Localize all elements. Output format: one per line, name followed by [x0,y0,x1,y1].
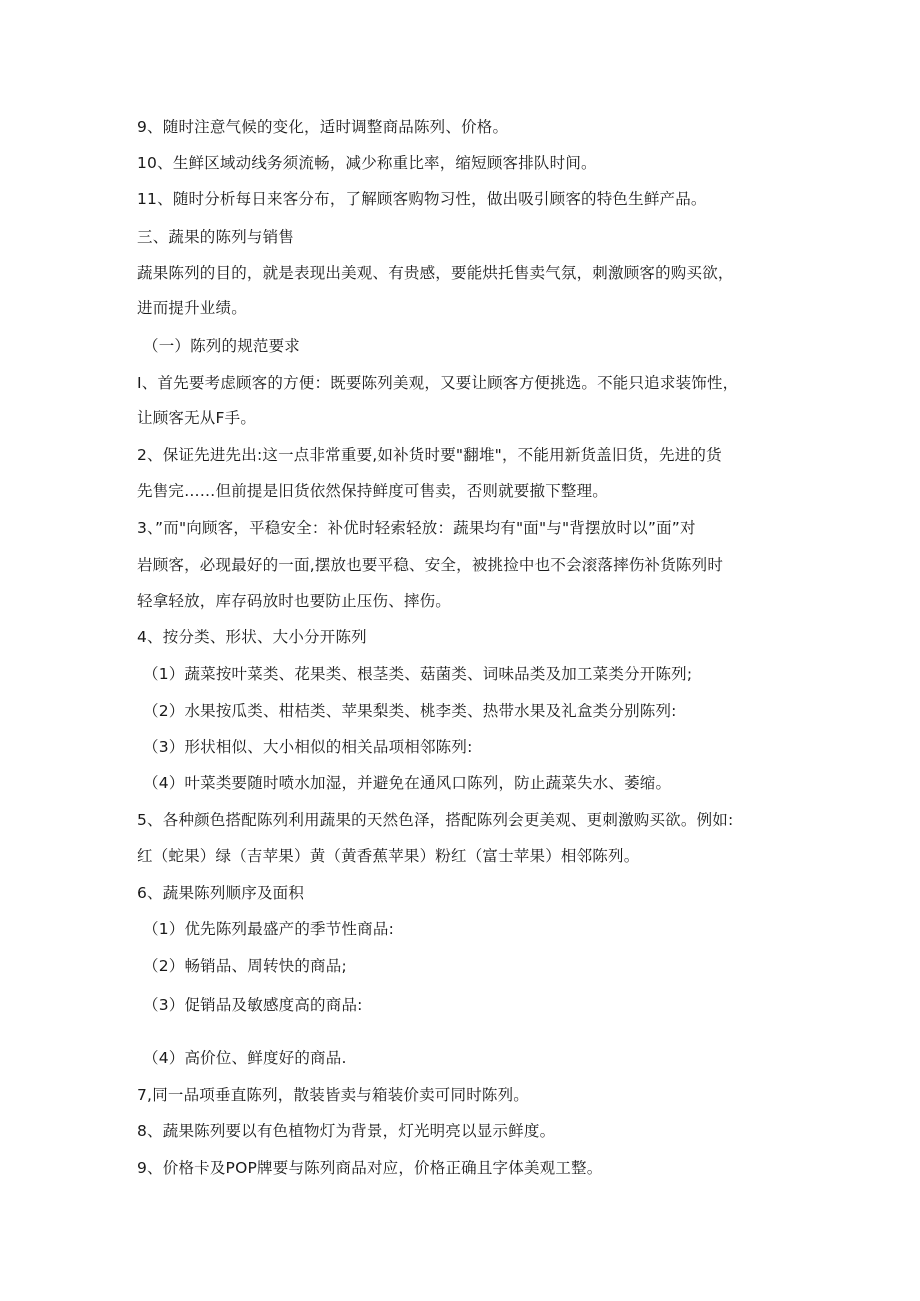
text-line: 2、保证先进先出:这一点非常重要,如补货时要"翻堆"，不能用新货盖旧货，先进的货 [137,446,722,464]
text-line: 轻拿轻放，库存码放时也要防止压伤、摔伤。 [137,592,452,610]
text-line: 6、蔬果陈列顺序及面积 [137,884,305,902]
text-line: 5、各种颜色搭配陈列利用蔬果的天然色泽，搭配陈列会更美观、更刺激购买欲。例如: [137,811,734,829]
list-item: （4）叶菜类要随时喷水加湿，并避免在通风口陈列，防止蔬菜失水、萎缩。 [143,774,672,792]
text-line: 4、按分类、形状、大小分开陈列 [137,628,367,646]
text-line: 9、随时注意气候的变化，适时调整商品陈列、价格。 [137,118,509,136]
list-item: （2）水果按瓜类、柑桔类、苹果梨类、桃李类、热带水果及礼盒类分别陈列: [143,702,677,720]
list-item: （1）蔬菜按叶菜类、花果类、根茎类、菇菌类、词味品类及加工菜类分开陈列; [143,665,693,683]
text-line: 3、”而"向顾客，平稳安全：补优时轻索轻放：蔬果均有"面"与"背摆放时以”面”对 [137,519,696,537]
text-line: I、首先要考虑顾客的方便：既要陈列美观，又要让顾客方便挑选。不能只追求装饰性， [137,374,739,392]
section-heading: 三、蔬果的陈列与销售 [137,228,295,246]
text-line: 先售完……但前提是旧货依然保持鲜度可售卖，否则就要撤下整理。 [137,482,609,500]
subsection-heading: （一）陈列的规范要求 [143,337,301,355]
text-line: 红（蛇果）绿（吉苹果）黄（黄香蕉苹果）粉红（富士苹果）相邻陈列。 [137,847,640,865]
list-item: （3）形状相似、大小相似的相关品项相邻陈列: [143,738,473,756]
text-line: 蔬果陈列的目的，就是表现出美观、有贵感，要能烘托售卖气氛，刺激顾客的购买欲， [137,264,734,282]
list-item: （1）优先陈列最盛产的季节性商品: [143,920,394,938]
text-line: 10、生鲜区域动线务须流畅，减少称重比率，缩短顾客排队时间。 [137,154,597,172]
list-item: （3）促销品及敏感度高的商品: [143,996,363,1014]
text-line: 岩顾客，必现最好的一面,摆放也要平稳、安全，被挑捡中也不会滚落摔伤补货陈列时 [137,556,724,574]
text-line: 让顾客无从F手。 [137,409,257,427]
list-item: （4）高价位、鲜度好的商品. [143,1049,347,1067]
text-line: 7,同一品项垂直陈列，散装皆卖与箱装价卖可同时陈列。 [137,1086,529,1104]
text-line: 9、价格卡及POP牌要与陈列商品对应，价格正确且字体美观工整。 [137,1159,603,1177]
list-item: （2）畅销品、周转快的商品; [143,957,347,975]
text-line: 8、蔬果陈列要以有色植物灯为背景，灯光明亮以显示鲜度。 [137,1122,556,1140]
text-line: 进而提升业绩。 [137,299,247,317]
text-line: 11、随时分析每日来客分布，了解顾客购物习性，做出吸引顾客的特色生鲜产品。 [137,190,707,208]
